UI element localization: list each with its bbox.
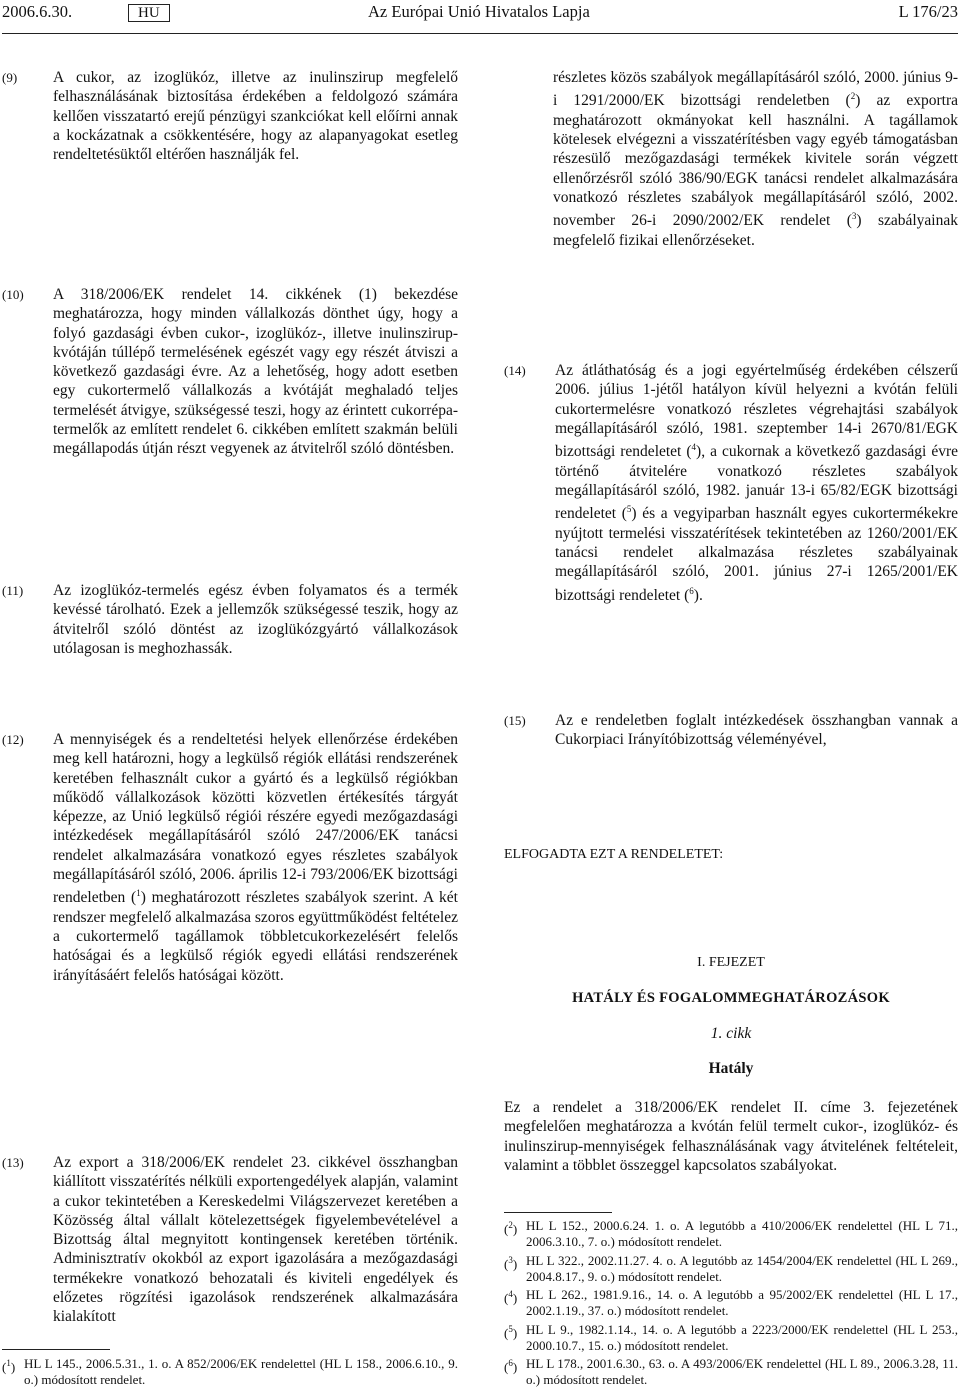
journal-title: Az Európai Unió Hivatalos Lapja [368, 2, 590, 21]
footnote [504, 1356, 958, 1387]
recital-12 [2, 730, 458, 985]
adoption-clause: ELFOGADTA EZT A RENDELETET: [504, 847, 724, 862]
language-badge: HU [128, 4, 170, 22]
recital-text-part: A mennyiségek és a rendeltetési helyek ellenőrzése érdekében meg kell határozni, hogy a legkülső régiók ellátási rendszerének keretében felhasznált cukor a gyártó és a legkülső régiókban működő vállalkozások közötti közvetlen értékesítés tárgyát képezze, az Unió legkülső régiói részére egyedi mezőgazdasági intézkedések megállapításáról szóló 247/2006/EK tanácsi rendelet alkalmazására vonatkozó egyes részletes szabályok megállapításáról szóló, 2006. április 12-i 793/2006/EK bizottsági rendeletben ( [53, 731, 458, 907]
chapter-title: HATÁLY ÉS FOGALOMMEGHATÁROZÁSOK [572, 990, 890, 1006]
footnote-number: ($^2$) [504, 1220, 518, 1237]
footnote [504, 1218, 958, 1249]
footnote-number: ($^4$) [504, 1289, 518, 1306]
article-body: Ez a rendelet a 318/2006/EK rendelet II. címe 3. fejezetének megfelelően meghatározza a kvótán felül termelt cukor-, izoglükóz- és inulinszirup-mennyiségek felhasználásának vagy átvitelének feltételeit, valamint a többlet összeggel kapcsolatos szabályokat. [504, 1099, 958, 1174]
footnote-text: HL L 262., 1981.9.16., 14. o. A legutóbb a 95/2002/EK rendelettel (HL L 17., 2002.1.19., 37. o.) módosított rendelet. [526, 1287, 958, 1318]
page-reference: L 176/23 [898, 2, 958, 21]
chapter-number: I. FEJEZET [697, 955, 765, 970]
footnote-text: HL L 152., 2000.6.24. 1. o. A legutóbb a 410/2006/EK rendelettel (HL L 71., 2006.3.10., 7. o.) módosított rendelet. [526, 1218, 958, 1249]
recital-text: Az export a 318/2006/EK rendelet 23. cikkével összhangban kiállított visszatérítés nélküli exportengedélyek alapján, valamint a cukor tekintetében a Kereskedelmi Világszervezet keretében a Közösség által vállalt kötelezettségek figyelembevételével a Bizottság által megnyitott kontingensek keretében történik. Adminisztratív okokból az export igazolására a mezőgazdasági termékekre vonatkozó behozatali és kiviteli engedélyek és előzetes rögzítési igazolások rendszerének alkalmazására kialakított [53, 1154, 458, 1326]
recital-number: (9) [2, 70, 18, 85]
footnote-number: ($^3$) [504, 1255, 518, 1272]
article-title: Hatály [708, 1060, 754, 1077]
recital-number: (15) [504, 713, 526, 728]
recital-text: Az átláthatóság és a jogi egyértelműség érdekében célszerű 2006. július 1-jétől hatályon kívül helyezni a kvótán felüli cukortermelésre vonatkozó részletes végrehajtási szabályok megállapításáról szóló, 1981. szeptember 14-i 2670/81/EGK bizottsági rendeletet ($^4$), a cukornak a következő gazdasági évre történő átvitelére vonatkozó részletes szabályok megállapításáról szóló, 1982. január 13-i 65/82/EGK bizottsági rendeletet ($^5$) és a vegyiparban használt egyes cukortermékekre nyújtott termelési visszatérítések tekintetében az 1260/2001/EK tanácsi rendelet alkalmazása részletes szabályainak megállapításáról szóló, 2001. június 27-i 1265/2001/EK bizottsági rendeletet ($^6$). [555, 362, 958, 604]
footnote [504, 1287, 958, 1318]
footnote [504, 1322, 958, 1353]
language-code [128, 2, 170, 23]
recital-text: Az e rendeletben foglalt intézkedések összhangban vannak a Cukorpiaci Irányítóbizottság véleményével, [555, 712, 958, 749]
footnote-text: HL L 178., 2001.6.30., 63. o. A 493/2006/EK rendelettel (HL L 89., 2006.3.28, 11. o.) módosított rendelet. [526, 1356, 958, 1387]
recital-number: (11) [2, 583, 24, 598]
recital-number: (13) [2, 1155, 24, 1170]
recital-text: A 318/2006/EK rendelet 14. cikkének (1) bekezdése meghatározza, hogy minden vállalkozás dönthet úgy, hogy a folyó gazdasági évben cukor-, izoglükóz-, illetve inulinszirup-kvótáján túllépő termelésének egészét vagy egy részét átviszi a következő gazdasági évre. Az a lehetőség, hogy adott esetben egy cukortermelő vállalkozás a kvótáját meghaladó teljes termelését átvigye, szükségessé teszi, hogy az érintett cukorrépa-termelők az említett rendelet 6. cikkében említett szakmán belüli megállapodás útján részt vegyenek az átvitelről szóló döntésben. [53, 286, 458, 458]
recital-text: A cukor, az izoglükóz, illetve az inulinszirup megfelelő felhasználásának biztosítása érdekében a feldolgozó számára kellően visszatartó erejű pénzügyi szankciókat kell előírni annak a kockázatnak a csökkentésére, hogy az alapanyagokat esetleg rendeltetésüktől eltérően használják fel. [53, 69, 458, 164]
recital-14 [504, 361, 958, 605]
recital-text: Az izoglükóz-termelés egész évben folyamatos és a termék kevéssé tárolható. Ezek a jellemzők szükségessé teszik, hogy az átvitelről szóló döntést az izoglükózgyártó vállalkozások utólagosan is meghozhassák. [53, 582, 458, 657]
recital-number: (12) [2, 732, 24, 747]
footnote-number: ($^6$) [504, 1358, 518, 1375]
recital-text-part: ) meghatározott részletes szabályok szerint. A két rendszer megfelelő alkalmazása szoros együttműködést feltételez a cukortermelő tagállamok többletcukorkezelésért felelős hatóságai és a legkülső régiók egyedi ellátási rendszerének irányításáért felelős hatóságai között. [53, 889, 458, 984]
header-rule [2, 33, 958, 34]
footnote [504, 1253, 958, 1284]
recital-number: (14) [504, 363, 526, 378]
recital-text [53, 730, 458, 985]
footnote-text: HL L 322., 2002.11.27. 4. o. A legutóbb az 1454/2004/EK rendelettel (HL L 269., 2004.8.17., 9. o.) módosított rendelet. [526, 1253, 958, 1284]
footnote [2, 1356, 458, 1387]
recital-13 [2, 1153, 458, 1327]
footnote-separator [2, 1349, 110, 1350]
recital-15 [504, 711, 958, 750]
article-number: 1. cikk [710, 1025, 752, 1042]
footnote-text: HL L 9., 1982.1.14., 14. o. A legutóbb a 2223/2000/EK rendelettel (HL L 253., 2000.10.7., 15. o.) módosított rendelet. [526, 1322, 958, 1353]
footnote-number: ($^5$) [504, 1324, 518, 1341]
footnote-separator [504, 1212, 612, 1213]
recital-11 [2, 581, 458, 658]
recital-number: (10) [2, 287, 24, 302]
footnote-text: HL L 145., 2006.5.31., 1. o. A 852/2006/EK rendelettel (HL L 158., 2006.6.10., 9. o.) módosított rendelet. [24, 1356, 458, 1387]
recital-9 [2, 68, 458, 164]
recital-13-continuation: részletes közös szabályok megállapításáról szóló, 2000. június 9-i 1291/2000/EK bizottsági rendeletben ($^2$) az exportra meghatározott okmányokat kell használni. A tagállamok kötelesek elvégezni a visszatérítésben vagy egyéb támogatásban részesülő mezőgazdasági termékek kivitele során végzett ellenőrzésről szóló 386/90/EGK tanácsi rendelet alkalmazására vonatkozó részletes szabályok megállapításáról szóló, 2002. november 26-i 2090/2002/EK rendelet ($^3$) szabályainak megfelelő fizikai ellenőrzéseket. [553, 69, 959, 249]
header-date: 2006.6.30. [2, 2, 73, 21]
footnote-marker: 1 [136, 888, 141, 899]
recital-10 [2, 285, 458, 459]
footnote-number: ($^1$) [2, 1358, 16, 1375]
